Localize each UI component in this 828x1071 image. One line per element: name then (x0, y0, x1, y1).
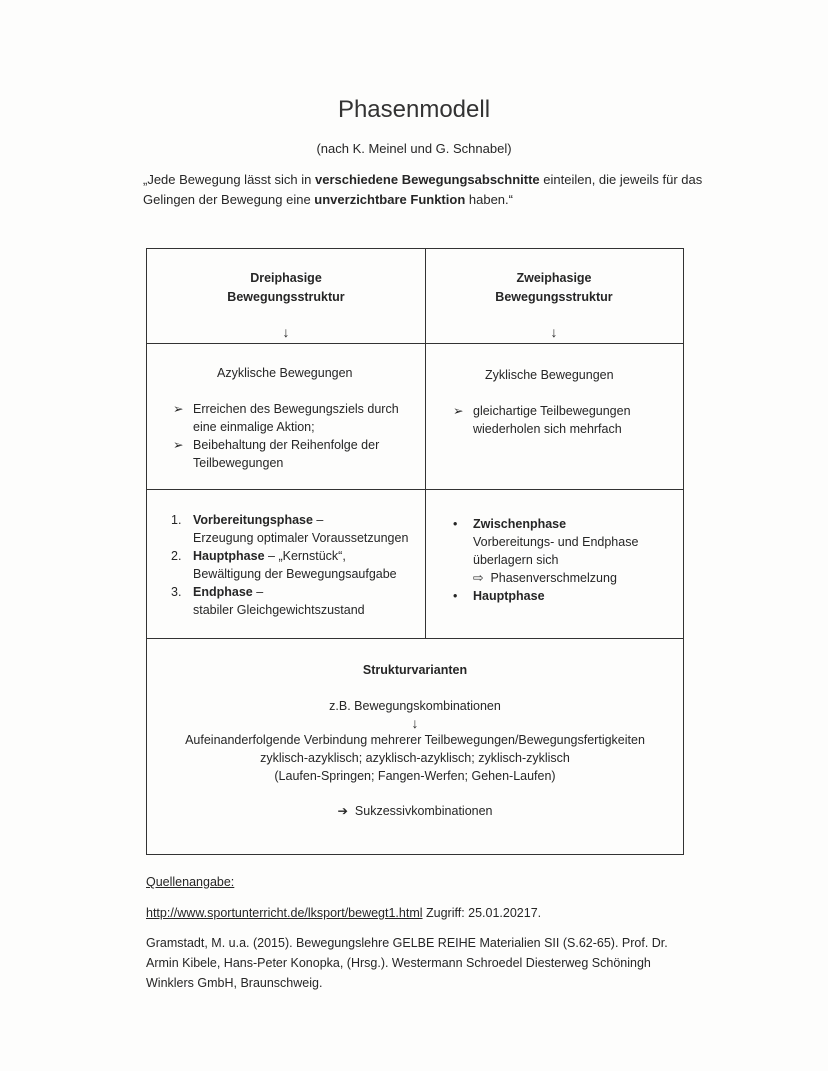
list-item: • Zwischenphase Vorbereitungs- und Endphase überlagern sich ⇨ Phasenverschmelzung (453, 517, 639, 585)
right-header-line2: Bewegungsstruktur (495, 290, 613, 304)
down-arrow-icon: ↓ (282, 324, 290, 340)
right-type-label: Zyklische Bewegungen (485, 368, 614, 382)
arrow-bullet-icon: ➢ (173, 438, 184, 452)
table-divider-row3 (147, 638, 683, 639)
list-item: 2. Hauptphase – „Kernstück“, Bewältigung der Bewegungsaufgabe (171, 549, 397, 581)
left-type-label: Azyklische Bewegungen (217, 366, 353, 380)
left-header-line2: Bewegungsstruktur (227, 290, 345, 304)
list-item: 1. Vorbereitungsphase – Erzeugung optimaler Voraussetzungen (171, 513, 409, 545)
page-title: Phasenmodell (337, 96, 491, 123)
variants-line3: (Laufen-Springen; Fangen-Werfen; Gehen-Laufen) (274, 769, 556, 783)
right-header-line1: Zweiphasige (516, 271, 592, 285)
arrow-bullet-icon: ➢ (453, 404, 464, 418)
source-reference: Gramstadt, M. u.a. (2015). Bewegungslehre GELBE REIHE Materialien SII (S.62-65). Prof. Dr. Armin Kibele, Hans-Peter Konopka, (Hrsg.). Westermann Schroedel Diesterweg Schöningh Winklers GmbH, Braunschweig. (146, 936, 668, 990)
bullet-dot-icon: • (453, 517, 458, 531)
hollow-arrow-icon: ⇨ (473, 571, 484, 585)
table-divider-row2 (147, 489, 683, 490)
left-header-cell (147, 269, 425, 341)
list-item: • Hauptphase (453, 589, 545, 603)
list-item: ➢ Erreichen des Bewegungsziels durch eine einmalige Aktion; (173, 402, 399, 434)
page-subtitle: (nach K. Meinel und G. Schnabel) (316, 141, 512, 156)
table-divider-row1 (147, 343, 683, 344)
intro-quote: „Jede Bewegung lässt sich in verschiedene Bewegungsabschnitte einteilen, die jeweils für das Gelingen der Bewegung eine unverzichtbare Funktion haben.“ (143, 172, 703, 207)
sources-heading: Quellenangabe: (146, 875, 235, 889)
right-header-cell (425, 269, 683, 341)
list-item: 3. Endphase – stabiler Gleichgewichtszustand (171, 585, 365, 617)
left-header-line1: Dreiphasige (250, 271, 322, 285)
right-phase-list (453, 515, 678, 605)
source-url-line: http://www.sportunterricht.de/lksport/bewegt1.html Zugriff: 25.01.20217. (146, 906, 542, 920)
variants-line1: Aufeinanderfolgende Verbindung mehrerer Teilbewegungen/Bewegungsfertigkeiten (185, 733, 645, 747)
bullet-dot-icon: • (453, 589, 458, 603)
right-bullet-list (453, 402, 678, 438)
arrow-bullet-icon: ➢ (173, 402, 184, 416)
variants-example: z.B. Bewegungskombinationen (329, 699, 501, 713)
variants-heading: Strukturvarianten (362, 663, 468, 677)
left-bullet-list (173, 400, 423, 472)
down-arrow-icon: ↓ (550, 324, 558, 340)
right-arrow-icon: ➔ (337, 804, 348, 818)
list-item: ➢ gleichartige Teilbewegungen wiederholen sich mehrfach (453, 404, 631, 436)
variants-cell (147, 661, 683, 820)
left-phase-list (171, 511, 423, 619)
down-arrow-icon: ↓ (411, 715, 419, 731)
list-item: ➢ Beibehaltung der Reihenfolge der Teilbewegungen (173, 438, 380, 470)
source-link[interactable]: http://www.sportunterricht.de/lksport/bewegt1.html (146, 906, 423, 920)
variants-result: Sukzessivkombinationen (354, 804, 493, 818)
phase-model-table (146, 248, 684, 855)
variants-line2: zyklisch-azyklisch; azyklisch-azyklisch; zyklisch-zyklisch (260, 751, 570, 765)
